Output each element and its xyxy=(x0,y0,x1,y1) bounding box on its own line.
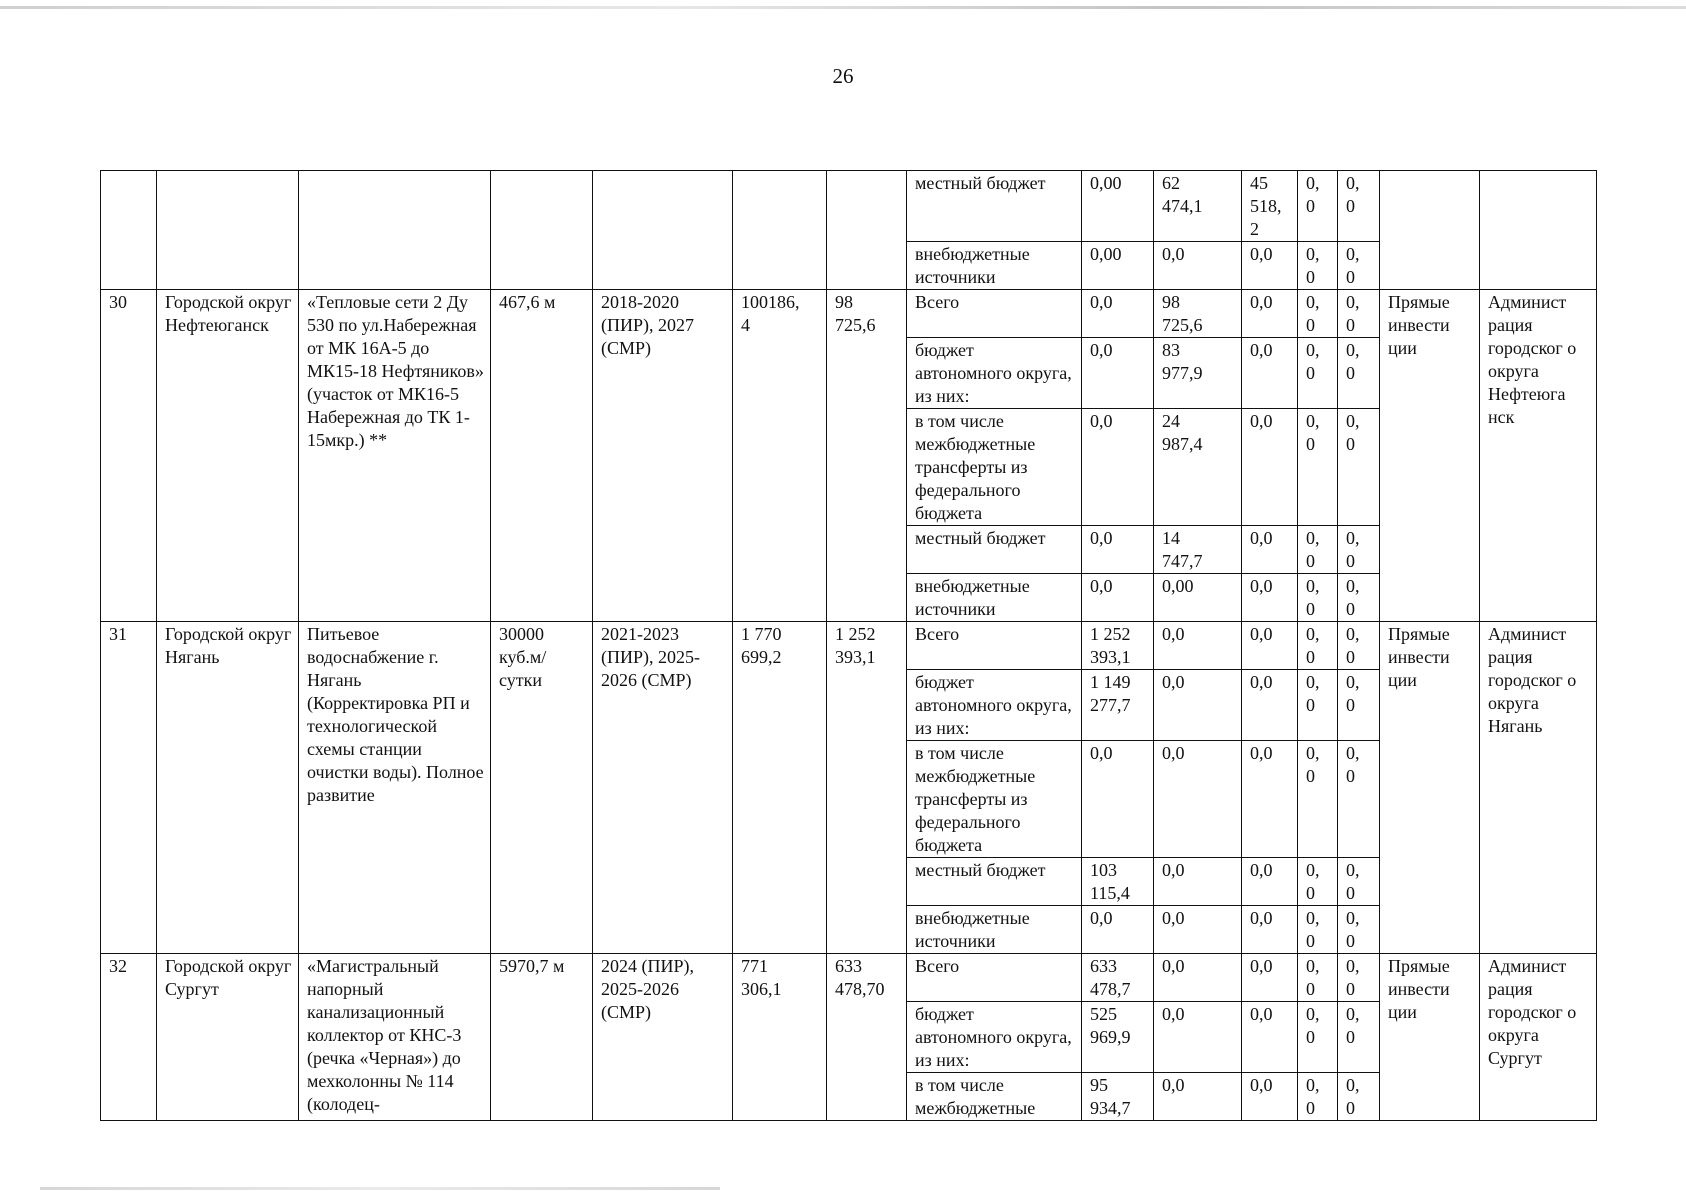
cell-capacity xyxy=(491,171,593,290)
funding-value-4: 0, 0 xyxy=(1298,290,1338,338)
cell-remainder xyxy=(827,171,907,290)
funding-source: в том числе межбюджетные трансферты из федерального бюджета xyxy=(907,409,1082,526)
investment-form: Прямые инвести ции xyxy=(1380,290,1480,622)
row-number: 30 xyxy=(101,290,157,622)
cell-num xyxy=(101,171,157,290)
funding-value-5: 0, 0 xyxy=(1338,409,1380,526)
funding-value-2: 0,0 xyxy=(1154,954,1242,1002)
funding-value-3: 0,0 xyxy=(1242,1002,1298,1073)
funding-value-5: 0, 0 xyxy=(1338,858,1380,906)
implementation-term: 2021-2023 (ПИР), 2025-2026 (СМР) xyxy=(593,622,733,954)
funding-value-1: 0,0 xyxy=(1082,741,1154,858)
table-row xyxy=(101,171,1597,242)
funding-value-1: 633 478,7 xyxy=(1082,954,1154,1002)
funding-source: внебюджетные источники xyxy=(907,574,1082,622)
funding-value-3: 0,0 xyxy=(1242,290,1298,338)
funding-source: местный бюджет xyxy=(907,171,1082,242)
funding-value-2: 0,0 xyxy=(1154,1073,1242,1121)
table-row xyxy=(101,622,1597,670)
funding-value-5: 0, 0 xyxy=(1338,171,1380,242)
page-number: 26 xyxy=(832,64,854,88)
funding-value-3: 0,0 xyxy=(1242,338,1298,409)
funding-value-2: 0,0 xyxy=(1154,242,1242,290)
object-name: «Магистральный напорный канализационный коллектор от КНС-3 (речка «Черная») до мехколонны № 114 (колодец- xyxy=(299,954,491,1121)
funding-value-4: 0, 0 xyxy=(1298,526,1338,574)
funding-value-1: 0,0 xyxy=(1082,290,1154,338)
funding-value-3: 0,0 xyxy=(1242,622,1298,670)
funding-value-5: 0, 0 xyxy=(1338,1073,1380,1121)
scan-edge-bottom xyxy=(40,1187,720,1190)
funding-value-3: 0,0 xyxy=(1242,670,1298,741)
funding-source: местный бюджет xyxy=(907,858,1082,906)
row-number: 31 xyxy=(101,622,157,954)
municipality: Городской округ Нягань xyxy=(157,622,299,954)
funding-value-2: 24 987,4 xyxy=(1154,409,1242,526)
implementation-term: 2024 (ПИР), 2025-2026 (СМР) xyxy=(593,954,733,1121)
funding-value-2: 0,0 xyxy=(1154,670,1242,741)
funding-source: внебюджетные источники xyxy=(907,242,1082,290)
funding-value-3: 0,0 xyxy=(1242,858,1298,906)
funding-value-5: 0, 0 xyxy=(1338,670,1380,741)
funding-value-1: 95 934,7 xyxy=(1082,1073,1154,1121)
funding-value-4: 0, 0 xyxy=(1298,954,1338,1002)
funding-value-1: 0,0 xyxy=(1082,526,1154,574)
funding-value-2: 0,0 xyxy=(1154,741,1242,858)
responsible-body: Админист рация городског о округа Сургут xyxy=(1480,954,1597,1121)
funding-value-3: 0,0 xyxy=(1242,741,1298,858)
funding-value-4: 0, 0 xyxy=(1298,906,1338,954)
funding-value-3: 0,0 xyxy=(1242,242,1298,290)
implementation-term: 2018-2020 (ПИР), 2027 (СМР) xyxy=(593,290,733,622)
funding-value-4: 0, 0 xyxy=(1298,858,1338,906)
funding-value-4: 0, 0 xyxy=(1298,574,1338,622)
funding-value-2: 83 977,9 xyxy=(1154,338,1242,409)
funding-source: местный бюджет xyxy=(907,526,1082,574)
funding-source: Всего xyxy=(907,954,1082,1002)
funding-value-1: 0,00 xyxy=(1082,242,1154,290)
funding-value-4: 0, 0 xyxy=(1298,670,1338,741)
funding-value-2: 0,0 xyxy=(1154,858,1242,906)
funding-value-3: 0,0 xyxy=(1242,574,1298,622)
funding-value-1: 1 252 393,1 xyxy=(1082,622,1154,670)
funding-value-4: 0, 0 xyxy=(1298,741,1338,858)
funding-source: бюджет автономного округа, из них: xyxy=(907,1002,1082,1073)
funding-value-4: 0, 0 xyxy=(1298,242,1338,290)
object-name: Питьевое водоснабжение г. Нягань (Корректировка РП и технологической схемы станции очистки воды). Полное развитие xyxy=(299,622,491,954)
funding-value-2: 14 747,7 xyxy=(1154,526,1242,574)
funding-value-5: 0, 0 xyxy=(1338,290,1380,338)
remaining-cost: 98 725,6 xyxy=(827,290,907,622)
funding-value-1: 0,00 xyxy=(1082,171,1154,242)
funding-source: Всего xyxy=(907,290,1082,338)
funding-value-1: 0,0 xyxy=(1082,409,1154,526)
funding-value-4: 0, 0 xyxy=(1298,338,1338,409)
funding-source: бюджет автономного округа, из них: xyxy=(907,338,1082,409)
funding-source: Всего xyxy=(907,622,1082,670)
funding-value-4: 0, 0 xyxy=(1298,1073,1338,1121)
funding-value-3: 0,0 xyxy=(1242,954,1298,1002)
municipality: Городской округ Нефтеюганск xyxy=(157,290,299,622)
funding-value-4: 0, 0 xyxy=(1298,409,1338,526)
scan-edge-top xyxy=(0,6,1686,9)
funding-value-3: 0,0 xyxy=(1242,526,1298,574)
table-row xyxy=(101,954,1597,1002)
funding-value-2: 98 725,6 xyxy=(1154,290,1242,338)
funding-value-1: 1 149 277,7 xyxy=(1082,670,1154,741)
funding-source: в том числе межбюджетные трансферты из федерального бюджета xyxy=(907,741,1082,858)
remaining-cost: 633 478,70 xyxy=(827,954,907,1121)
funding-value-2: 62 474,1 xyxy=(1154,171,1242,242)
estimated-cost: 100186, 4 xyxy=(733,290,827,622)
funding-value-3: 0,0 xyxy=(1242,1073,1298,1121)
funding-value-5: 0, 0 xyxy=(1338,526,1380,574)
funding-value-5: 0, 0 xyxy=(1338,242,1380,290)
funding-source: бюджет автономного округа, из них: xyxy=(907,670,1082,741)
funding-value-2: 0,0 xyxy=(1154,622,1242,670)
funding-value-5: 0, 0 xyxy=(1338,338,1380,409)
cell-term xyxy=(593,171,733,290)
funding-value-1: 0,0 xyxy=(1082,338,1154,409)
cell-object xyxy=(299,171,491,290)
capacity: 5970,7 м xyxy=(491,954,593,1121)
funding-value-3: 45 518, 2 xyxy=(1242,171,1298,242)
funding-value-1: 0,0 xyxy=(1082,906,1154,954)
cell-estimate xyxy=(733,171,827,290)
cell-municipality xyxy=(157,171,299,290)
funding-value-1: 103 115,4 xyxy=(1082,858,1154,906)
estimated-cost: 1 770 699,2 xyxy=(733,622,827,954)
funding-value-3: 0,0 xyxy=(1242,409,1298,526)
funding-value-5: 0, 0 xyxy=(1338,1002,1380,1073)
funding-source: внебюджетные источники xyxy=(907,906,1082,954)
funding-value-5: 0, 0 xyxy=(1338,906,1380,954)
funding-value-3: 0,0 xyxy=(1242,906,1298,954)
cell-form xyxy=(1380,171,1480,290)
funding-value-4: 0, 0 xyxy=(1298,622,1338,670)
funding-value-5: 0, 0 xyxy=(1338,954,1380,1002)
municipality: Городской округ Сургут xyxy=(157,954,299,1121)
funding-value-2: 0,0 xyxy=(1154,906,1242,954)
funding-value-5: 0, 0 xyxy=(1338,574,1380,622)
responsible-body: Админист рация городског о округа Нягань xyxy=(1480,622,1597,954)
object-name: «Тепловые сети 2 Ду 530 по ул.Набережная от МК 16А-5 до МК15-18 Нефтяников» (участок от МК16-5 Набережная до ТК 1-15мкр.) ** xyxy=(299,290,491,622)
funding-value-5: 0, 0 xyxy=(1338,622,1380,670)
estimated-cost: 771 306,1 xyxy=(733,954,827,1121)
capacity: 467,6 м xyxy=(491,290,593,622)
table-row xyxy=(101,290,1597,338)
investment-table xyxy=(100,170,1597,1121)
investment-form: Прямые инвести ции xyxy=(1380,622,1480,954)
funding-value-4: 0, 0 xyxy=(1298,1002,1338,1073)
funding-value-5: 0, 0 xyxy=(1338,741,1380,858)
capacity: 30000 куб.м/ сутки xyxy=(491,622,593,954)
remaining-cost: 1 252 393,1 xyxy=(827,622,907,954)
row-number: 32 xyxy=(101,954,157,1121)
investment-form: Прямые инвести ции xyxy=(1380,954,1480,1121)
cell-responsible xyxy=(1480,171,1597,290)
funding-value-2: 0,00 xyxy=(1154,574,1242,622)
funding-value-1: 0,0 xyxy=(1082,574,1154,622)
funding-source: в том числе межбюджетные xyxy=(907,1073,1082,1121)
responsible-body: Админист рация городског о округа Нефтеюга нск xyxy=(1480,290,1597,622)
funding-value-1: 525 969,9 xyxy=(1082,1002,1154,1073)
funding-value-4: 0, 0 xyxy=(1298,171,1338,242)
funding-value-2: 0,0 xyxy=(1154,1002,1242,1073)
